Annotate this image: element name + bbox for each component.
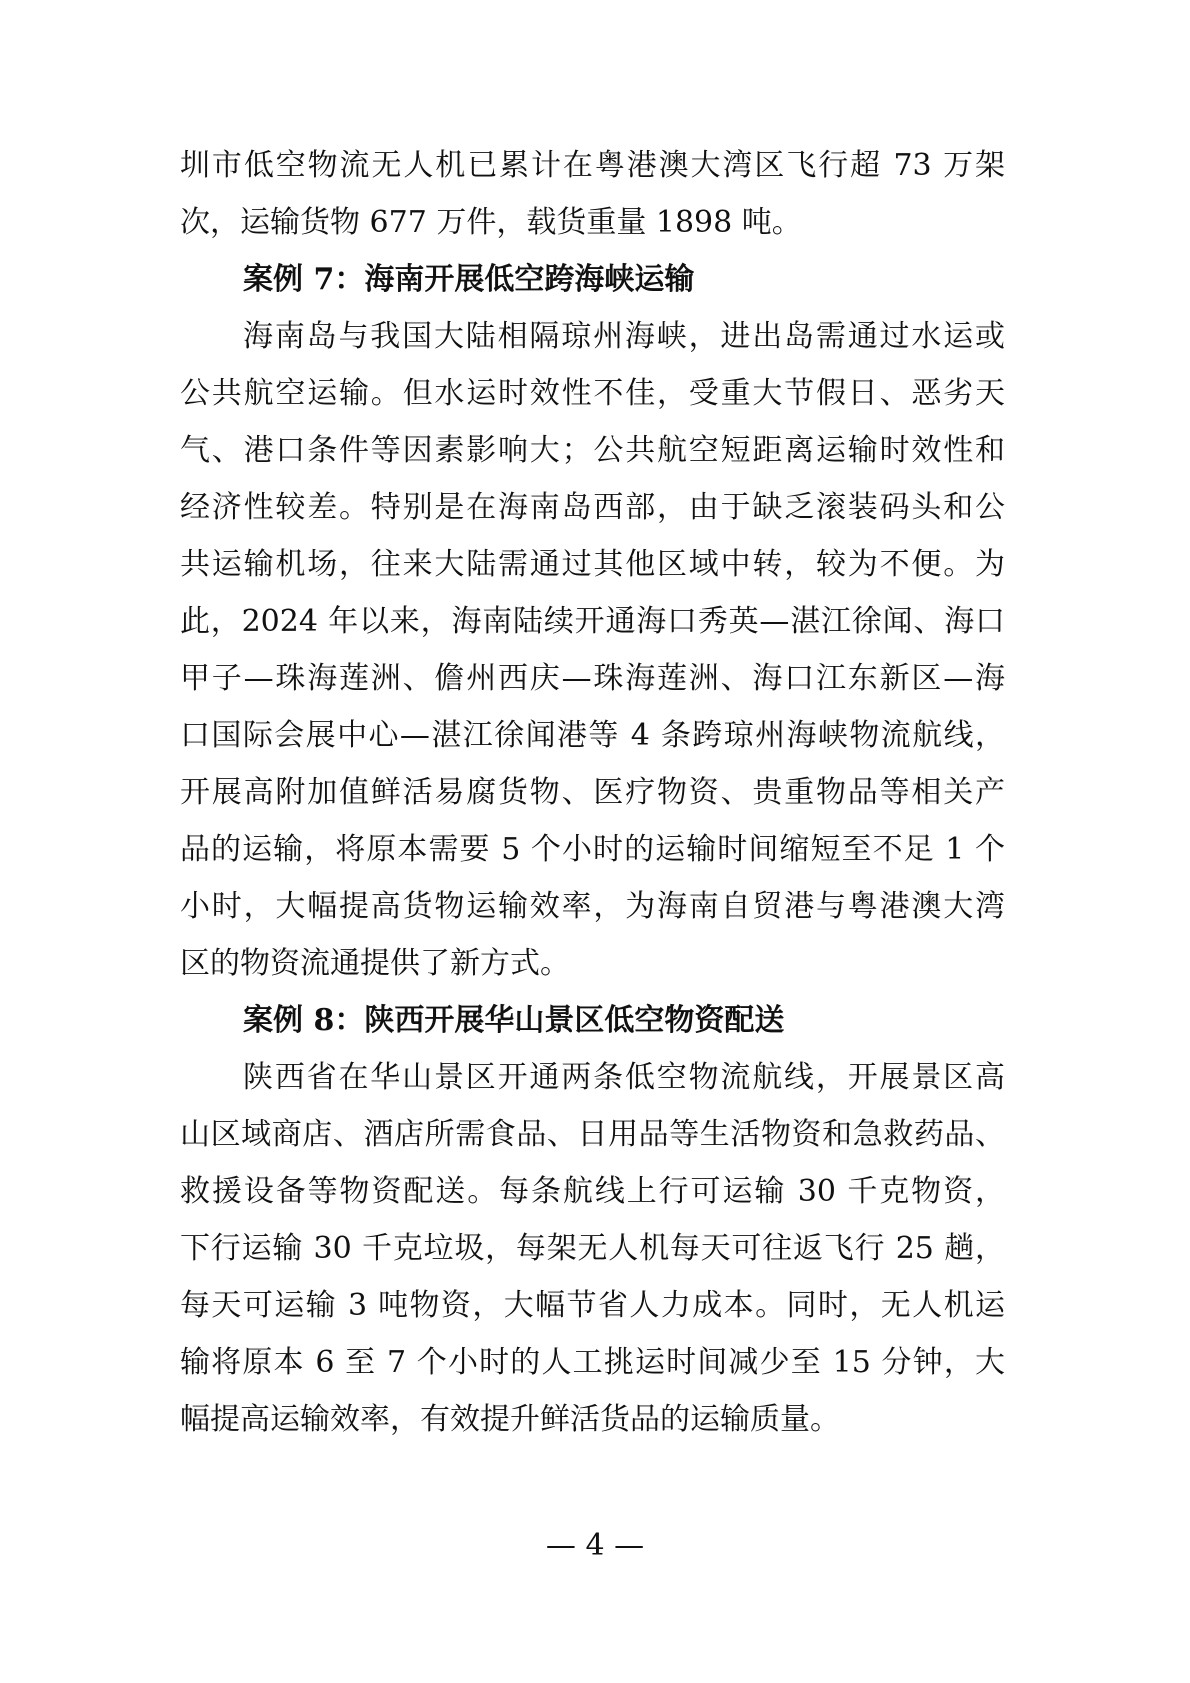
page-number: — 4 — — [545, 1528, 645, 1563]
paragraph-line: 次，运输货物 677 万件，载货重量 1898 吨。 — [180, 205, 802, 240]
paragraph-line: 品的运输，将原本需要 5 个小时的运输时间缩短至不足 1 个 — [180, 832, 1005, 867]
paragraph-line: 输将原本 6 至 7 个小时的人工挑运时间减少至 15 分钟，大 — [180, 1345, 1005, 1380]
paragraph-line: 小时，大幅提高货物运输效率，为海南自贸港与粤港澳大湾 — [180, 889, 1005, 924]
paragraph-line: 圳市低空物流无人机已累计在粤港澳大湾区飞行超 73 万架 — [180, 148, 1005, 183]
paragraph-line: 经济性较差。特别是在海南岛西部，由于缺乏滚装码头和公 — [180, 490, 1005, 525]
paragraph-line: 开展高附加值鲜活易腐货物、医疗物资、贵重物品等相关产 — [180, 775, 1005, 810]
case7-heading: 案例 7：海南开展低空跨海峡运输 — [243, 262, 695, 297]
paragraph-line: 每天可运输 3 吨物资，大幅节省人力成本。同时，无人机运 — [180, 1288, 1005, 1323]
paragraph-line: 陕西省在华山景区开通两条低空物流航线，开展景区高 — [243, 1060, 1005, 1095]
paragraph-line: 海南岛与我国大陆相隔琼州海峡，进出岛需通过水运或 — [243, 319, 1005, 354]
paragraph-line: 山区域商店、酒店所需食品、日用品等生活物资和急救药品、 — [180, 1117, 1005, 1152]
paragraph-line: 下行运输 30 千克垃圾，每架无人机每天可往返飞行 25 趟， — [180, 1231, 1005, 1266]
paragraph-line: 区的物资流通提供了新方式。 — [180, 946, 570, 981]
paragraph-line: 甲子—珠海莲洲、儋州西庆—珠海莲洲、海口江东新区—海 — [180, 661, 1005, 696]
paragraph-line: 共运输机场，往来大陆需通过其他区域中转，较为不便。为 — [180, 547, 1005, 582]
paragraph-line: 幅提高运输效率，有效提升鲜活货品的运输质量。 — [180, 1402, 840, 1437]
paragraph-line: 口国际会展中心—湛江徐闻港等 4 条跨琼州海峡物流航线， — [180, 718, 1005, 753]
case8-heading: 案例 8：陕西开展华山景区低空物资配送 — [243, 1003, 785, 1038]
paragraph-line: 气、港口条件等因素影响大；公共航空短距离运输时效性和 — [180, 433, 1005, 468]
paragraph-line: 公共航空运输。但水运时效性不佳，受重大节假日、恶劣天 — [180, 376, 1005, 411]
paragraph-line: 此，2024 年以来，海南陆续开通海口秀英—湛江徐闻、海口 — [180, 604, 1005, 639]
paragraph-line: 救援设备等物资配送。每条航线上行可运输 30 千克物资， — [180, 1174, 1005, 1209]
